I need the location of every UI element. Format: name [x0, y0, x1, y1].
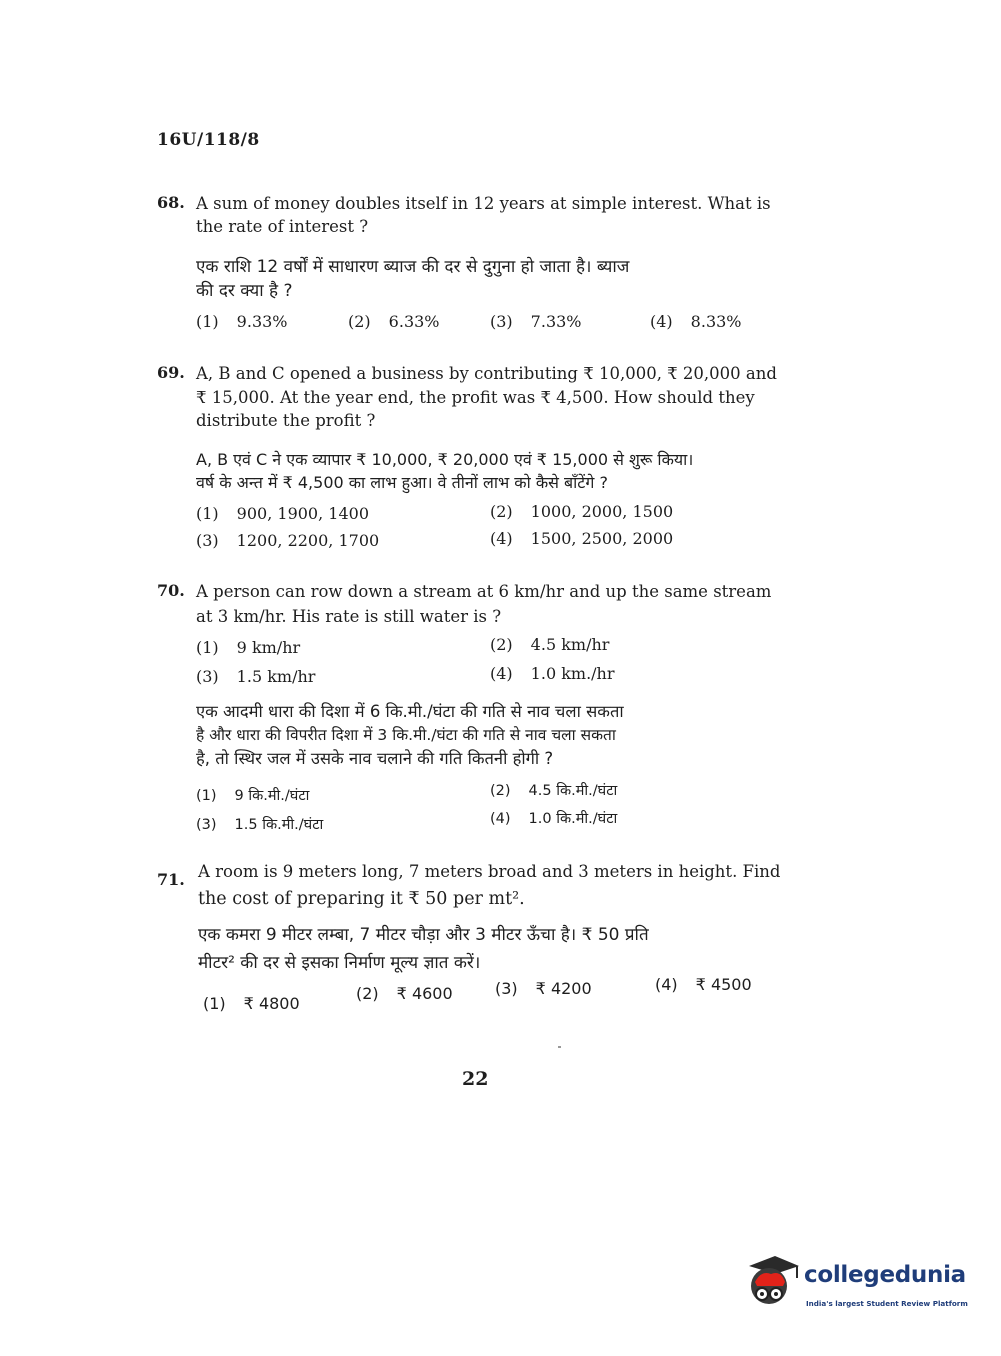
q71-option-4: [655, 975, 752, 994]
q68-hindi-line-2: की दर क्या है ?: [196, 281, 293, 301]
option-value: ₹ 4800: [243, 994, 300, 1013]
q69-option-1: [196, 504, 369, 523]
option-value: 8.33%: [690, 312, 742, 331]
q71-option-2: [356, 984, 453, 1003]
option-value: 9 km/hr: [236, 638, 301, 657]
option-value: 1000, 2000, 1500: [530, 502, 674, 521]
q70-hindi-line-2: है और धारा की विपरीत दिशा में 3 कि.मी./घंटा की गति से नाव चला सकता: [196, 726, 616, 744]
q69-option-2: [490, 502, 673, 521]
option-value: 1500, 2500, 2000: [530, 529, 674, 548]
option-number: (4): [490, 811, 511, 827]
option-value: 1.0 कि.मी./घंटा: [528, 811, 618, 827]
option-value: ₹ 4500: [695, 975, 752, 994]
option-number: (4): [490, 529, 513, 548]
q70-english-line-1: A person can row down a stream at 6 km/hr and up the same stream: [196, 582, 772, 601]
q70-hindi-line-1: एक आदमी धारा की दिशा में 6 कि.मी./घंटा की गति से नाव चला सकता: [196, 702, 624, 721]
q70-option-hi-2: [490, 780, 617, 800]
q70-option-en-4: [490, 664, 615, 683]
q70-option-en-3: [196, 667, 315, 686]
collegedunia-mascot-icon: [741, 1252, 801, 1314]
option-value: 9 कि.मी./घंटा: [234, 788, 310, 804]
q71-hindi-line-2: मीटर² की दर से इसका निर्माण मूल्य ज्ञात करें।: [198, 953, 481, 973]
q71-english-line-1: A room is 9 meters long, 7 meters broad and 3 meters in height. Find: [198, 862, 781, 881]
q70-option-en-2: [490, 635, 609, 654]
option-value: ₹ 4200: [535, 979, 592, 998]
option-number: (3): [196, 531, 219, 550]
option-number: (4): [655, 975, 678, 994]
option-number: (2): [490, 502, 513, 521]
q68-option-4: [650, 312, 742, 331]
option-number: (3): [196, 817, 217, 833]
option-number: (2): [356, 984, 379, 1003]
option-number: (2): [348, 312, 371, 331]
q70-option-hi-1: [196, 785, 309, 805]
option-number: (2): [490, 635, 513, 654]
option-number: (4): [490, 664, 513, 683]
option-value: ₹ 4600: [396, 984, 453, 1003]
option-value: 1.5 km/hr: [236, 667, 316, 686]
option-value: 4.5 कि.मी./घंटा: [528, 783, 618, 799]
q69-option-4: [490, 529, 673, 548]
brand-name: collegedunia: [804, 1262, 966, 1288]
q69-option-3: [196, 531, 379, 550]
q68-option-3: [490, 312, 582, 331]
option-value: 1.5 कि.मी./घंटा: [234, 817, 324, 833]
question-number-70: 70.: [157, 581, 185, 600]
option-value: 4.5 km/hr: [530, 635, 610, 654]
q69-hindi-line-1: A, B एवं C ने एक व्यापार ₹ 10,000, ₹ 20,000 एवं ₹ 15,000 से शुरू किया।: [196, 450, 694, 469]
scan-speck: [558, 1046, 561, 1048]
question-number-68: 68.: [157, 193, 185, 212]
page-number: 22: [462, 1068, 489, 1090]
option-value: 6.33%: [388, 312, 440, 331]
option-value: 1.0 km./hr: [530, 664, 615, 683]
q68-english-line-2: the rate of interest ?: [196, 217, 369, 236]
q69-english-line-2: ₹ 15,000. At the year end, the profit was ₹ 4,500. How should they: [196, 388, 755, 407]
option-number: (1): [196, 638, 219, 657]
option-value: 1200, 2200, 1700: [236, 531, 380, 550]
option-number: (3): [196, 667, 219, 686]
question-number-71: 71.: [157, 870, 185, 889]
option-number: (1): [203, 994, 226, 1013]
q71-option-3: [495, 979, 592, 998]
q69-english-line-1: A, B and C opened a business by contributing ₹ 10,000, ₹ 20,000 and: [196, 364, 777, 383]
brand-tagline: India's largest Student Review Platform: [806, 1299, 968, 1308]
q70-option-hi-4: [490, 808, 617, 828]
option-number: (1): [196, 312, 219, 331]
option-number: (3): [490, 312, 513, 331]
q69-hindi-line-2: वर्ष के अन्त में ₹ 4,500 का लाभ हुआ। वे तीनों लाभ को कैसे बाँटेंगे ?: [196, 473, 608, 492]
q70-option-en-1: [196, 638, 300, 657]
q68-hindi-line-1: एक राशि 12 वर्षों में साधारण ब्याज की दर से दुगुना हो जाता है। ब्याज: [196, 257, 630, 277]
q70-english-line-2: at 3 km/hr. His rate is still water is ?: [196, 607, 502, 626]
option-number: (1): [196, 504, 219, 523]
option-value: 9.33%: [236, 312, 288, 331]
option-value: 7.33%: [530, 312, 582, 331]
paper-code: 16U/118/8: [157, 130, 260, 150]
q68-option-1: [196, 312, 288, 331]
option-number: (3): [495, 979, 518, 998]
q70-hindi-line-3: है, तो स्थिर जल में उसके नाव चलाने की गति कितनी होगी ?: [196, 749, 554, 768]
q69-english-line-3: distribute the profit ?: [196, 411, 376, 430]
option-number: (4): [650, 312, 673, 331]
q71-hindi-line-1: एक कमरा 9 मीटर लम्बा, 7 मीटर चौड़ा और 3 मीटर ऊँचा है। ₹ 50 प्रति: [198, 925, 649, 945]
q70-option-hi-3: [196, 814, 323, 834]
q68-option-2: [348, 312, 440, 331]
option-value: 900, 1900, 1400: [236, 504, 369, 523]
q71-option-1: [203, 994, 300, 1013]
option-number: (1): [196, 788, 217, 804]
q68-english-line-1: A sum of money doubles itself in 12 years at simple interest. What is: [196, 194, 771, 213]
question-number-69: 69.: [157, 363, 185, 382]
option-number: (2): [490, 783, 511, 799]
q71-english-line-2: the cost of preparing it ₹ 50 per mt².: [198, 889, 525, 909]
